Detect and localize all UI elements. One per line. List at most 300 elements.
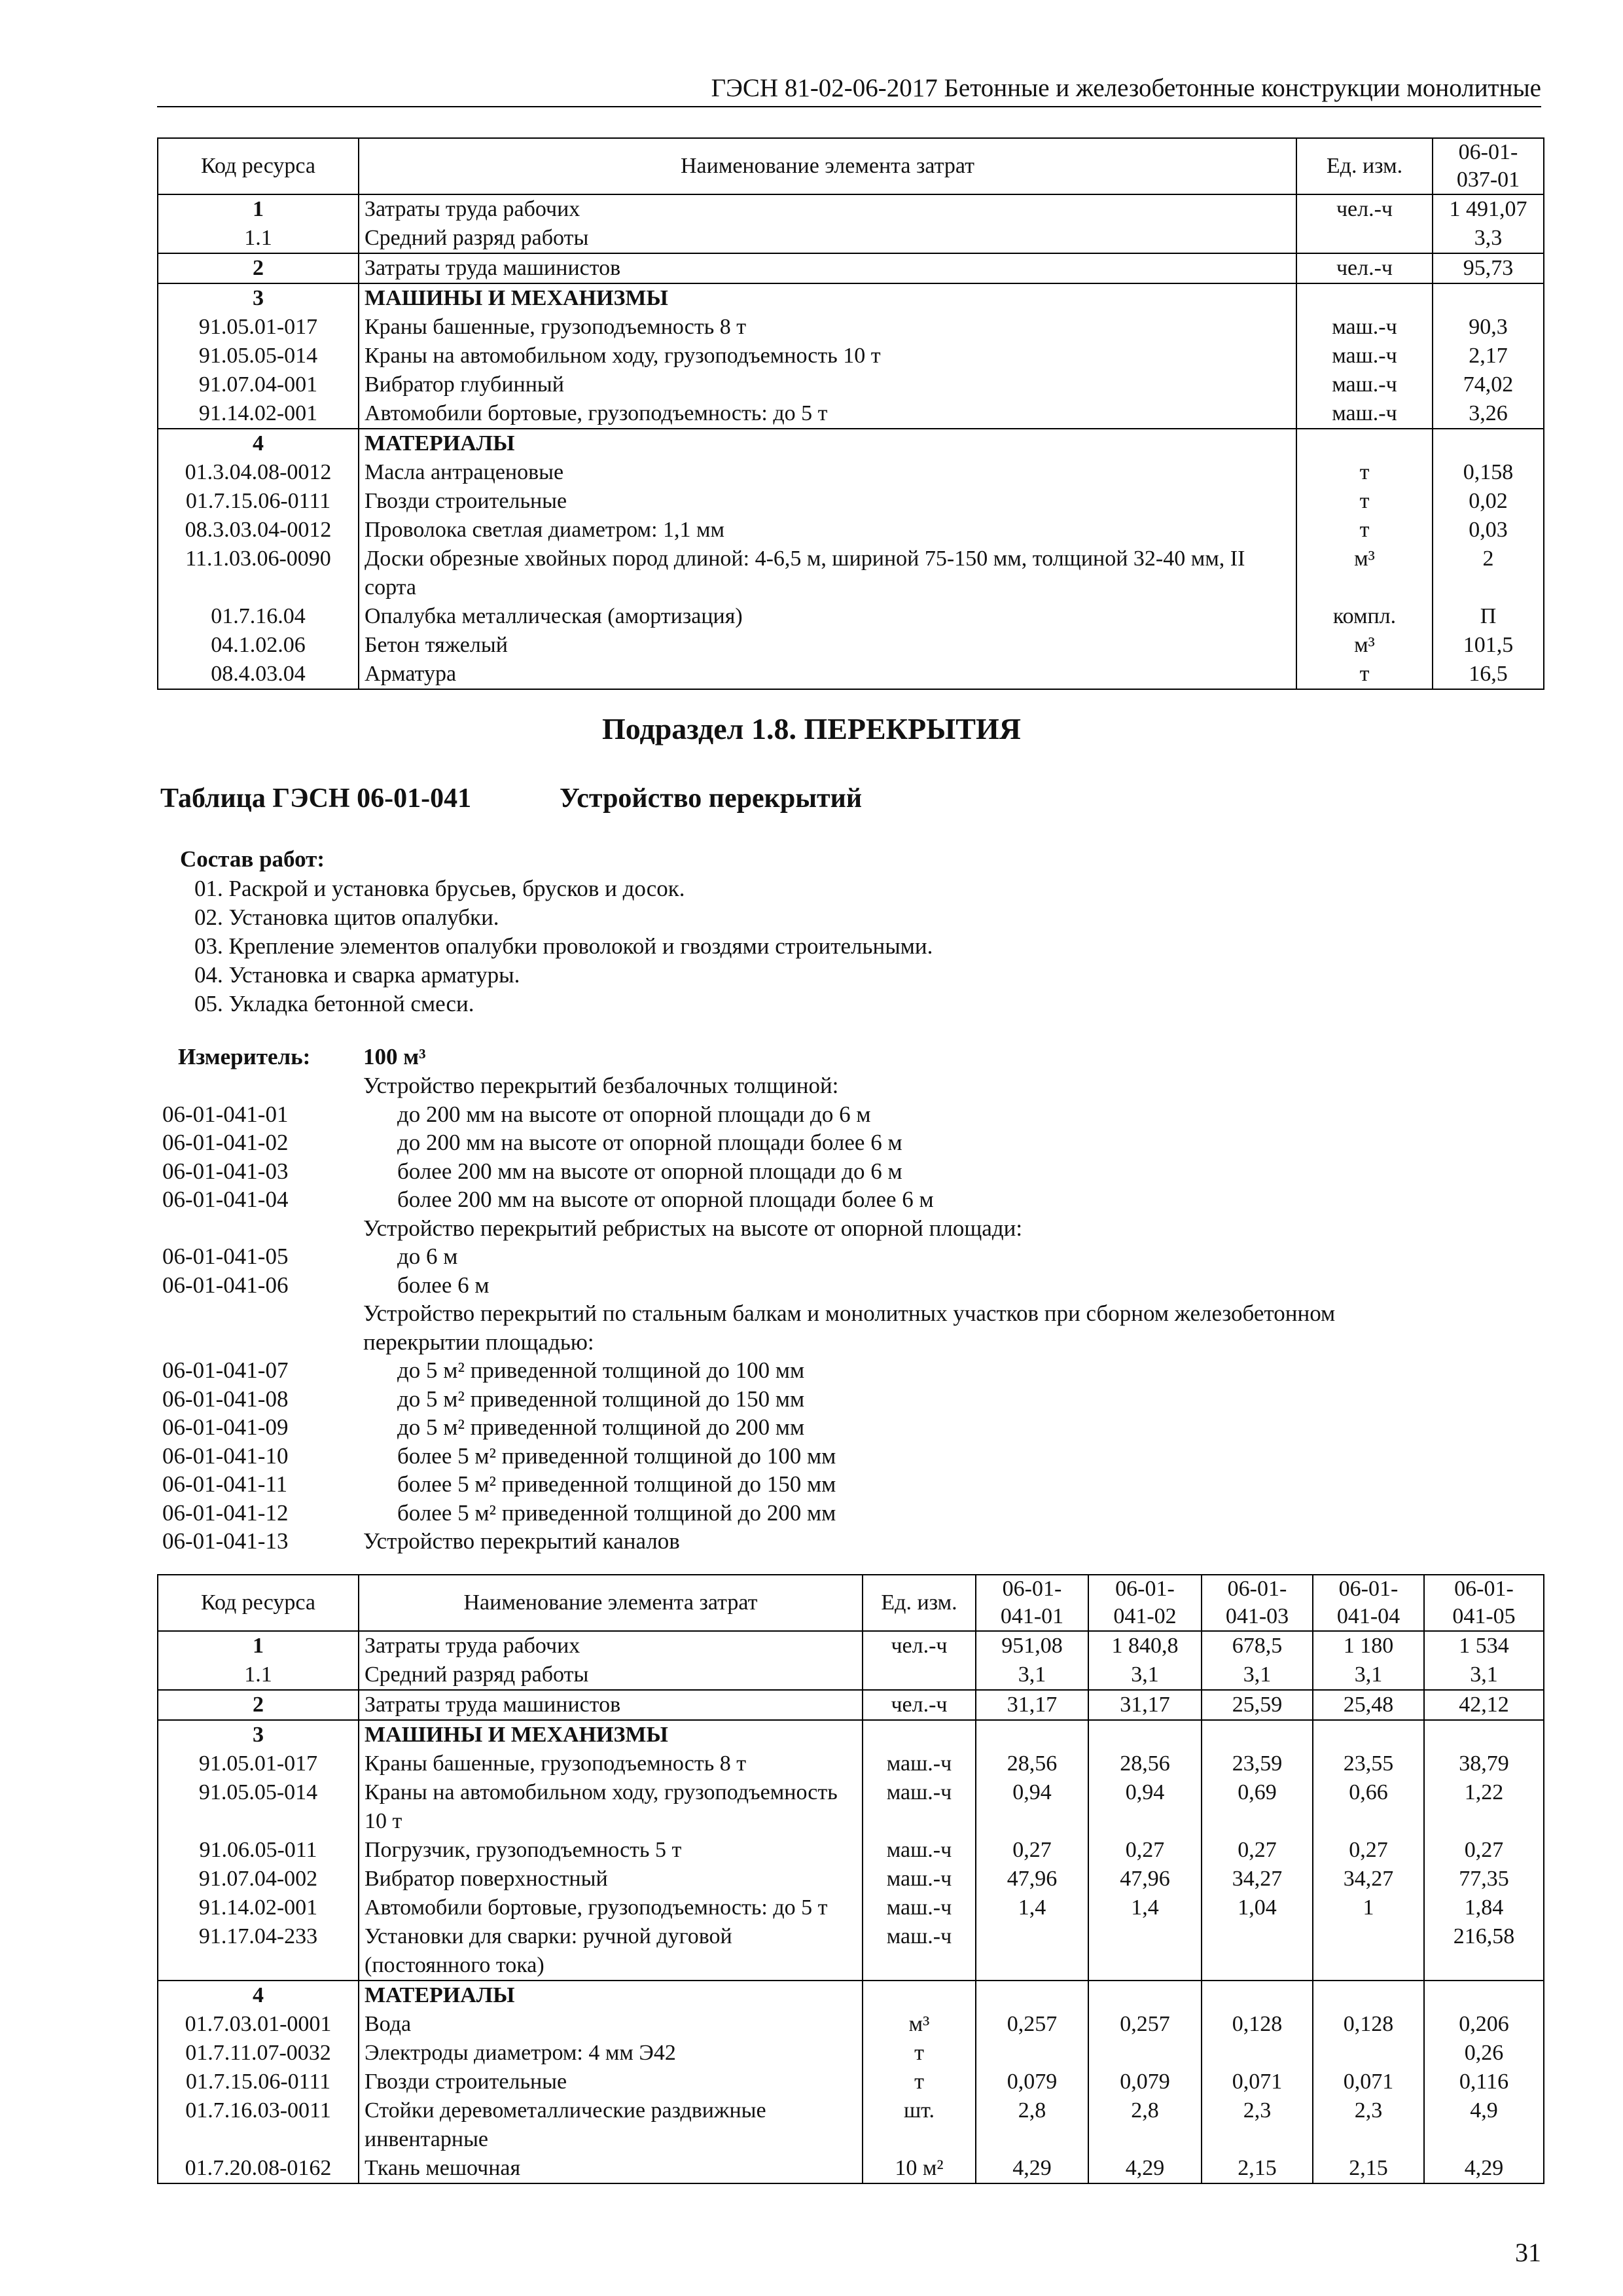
resource-name: Краны башенные, грузоподъемность 8 т	[359, 313, 1296, 342]
resource-unit: т	[1296, 516, 1433, 545]
resource-name: Краны на автомобильном ходу, грузоподъемность 10 т	[359, 1778, 863, 1836]
resource-unit: т	[863, 2068, 976, 2096]
resource-value: 2,8	[1088, 2096, 1202, 2154]
norm-code	[162, 1214, 363, 1243]
work-item: 04. Установка и сварка арматуры.	[194, 962, 520, 988]
resource-value	[1313, 2039, 1424, 2068]
norm-position-row	[162, 1185, 1537, 1214]
resource-value	[1088, 1720, 1202, 1749]
resource-value: 0,03	[1433, 516, 1544, 545]
resource-value: 951,08	[976, 1631, 1088, 1660]
resource-value: П	[1433, 602, 1544, 631]
resource-value: 3,1	[1313, 1660, 1424, 1690]
resource-value: 1,84	[1424, 1893, 1544, 1922]
resource-value: 1	[1313, 1893, 1424, 1922]
col-header-unit: Ед. изм.	[1296, 138, 1433, 194]
norm-position-row	[162, 1470, 1537, 1499]
norm-description: до 200 мм на высоте от опорной площади до 6 м	[397, 1101, 871, 1127]
resource-unit: маш.-ч	[863, 1836, 976, 1865]
table-name: Устройство перекрытий	[560, 783, 863, 814]
resource-name: Погрузчик, грузоподъемность 5 т	[359, 1836, 863, 1865]
col-header-041-03: 06-01- 041-03	[1202, 1575, 1313, 1631]
resource-name: Затраты труда рабочих	[359, 1631, 863, 1660]
table-row	[158, 1865, 1544, 1893]
resource-name: Затраты труда машинистов	[359, 253, 1296, 283]
work-item: 02. Установка щитов опалубки.	[194, 905, 499, 930]
resource-value	[1088, 1981, 1202, 2010]
resource-value: 23,55	[1313, 1749, 1424, 1778]
norm-description: Устройство перекрытий ребристых на высоте от опорной площади:	[363, 1215, 1023, 1241]
norm-position-row	[162, 1100, 1537, 1129]
resource-value	[976, 1720, 1088, 1749]
resource-value: 25,59	[1202, 1690, 1313, 1720]
norm-position-row	[162, 1527, 1537, 1556]
resource-value: 216,58	[1424, 1922, 1544, 1981]
norm-description: до 5 м² приведенной толщиной до 200 мм	[397, 1414, 805, 1440]
table-row	[158, 1893, 1544, 1922]
resource-code: 01.7.15.06-0111	[158, 2068, 359, 2096]
resource-unit: м³	[1296, 545, 1433, 602]
norm-code	[162, 1071, 363, 1100]
table-row	[158, 1836, 1544, 1865]
resource-value	[1313, 1922, 1424, 1981]
resource-name: МАТЕРИАЛЫ	[359, 429, 1296, 458]
table-row	[158, 602, 1544, 631]
measure-label: Измеритель:	[178, 1044, 311, 1069]
resource-value: 0,206	[1424, 2010, 1544, 2039]
table-row	[158, 1631, 1544, 1660]
norm-description: более 5 м² приведенной толщиной до 150 мм	[397, 1471, 836, 1497]
resource-value: 95,73	[1433, 253, 1544, 283]
col-header-code: Код ресурса	[158, 138, 359, 194]
table-row	[158, 2154, 1544, 2183]
resource-name: Бетон тяжелый	[359, 631, 1296, 660]
resource-name: Установки для сварки: ручной дуговой (постоянного тока)	[359, 1922, 863, 1981]
resource-code: 08.3.03.04-0012	[158, 516, 359, 545]
table-row	[158, 516, 1544, 545]
norm-description: более 5 м² приведенной толщиной до 200 мм	[397, 1499, 836, 1526]
resource-code: 91.05.01-017	[158, 1749, 359, 1778]
resource-value: 0,27	[976, 1836, 1088, 1865]
resource-value: 1,4	[1088, 1893, 1202, 1922]
resource-name: Арматура	[359, 660, 1296, 689]
norm-position-row	[162, 1356, 1537, 1385]
resource-unit: маш.-ч	[863, 1865, 976, 1893]
norm-code: 06-01-041-05	[162, 1244, 289, 1269]
resource-name: Автомобили бортовые, грузоподъемность: до 5 т	[359, 399, 1296, 429]
resource-value: 0,94	[976, 1778, 1088, 1836]
resource-name: Средний разряд работы	[359, 224, 1296, 253]
resource-value: 2,15	[1313, 2154, 1424, 2183]
resource-value	[1424, 1981, 1544, 2010]
measure-value: 100 м³	[363, 1044, 426, 1069]
resource-unit: маш.-ч	[863, 1749, 976, 1778]
resource-value: 0,071	[1202, 2068, 1313, 2096]
resource-name: Затраты труда рабочих	[359, 194, 1296, 224]
table-row	[158, 2039, 1544, 2068]
resource-unit: 10 м²	[863, 2154, 976, 2183]
norm-code: 06-01-041-10	[162, 1443, 289, 1469]
norm-description: Устройство перекрытий каналов	[363, 1528, 680, 1554]
resource-value	[1433, 283, 1544, 313]
resource-code: 91.14.02-001	[158, 1893, 359, 1922]
resource-value: 3,1	[1424, 1660, 1544, 1690]
resource-value: 23,59	[1202, 1749, 1313, 1778]
table-row	[158, 487, 1544, 516]
norm-code: 06-01-041-07	[162, 1357, 289, 1383]
col-header-041-05: 06-01- 041-05	[1424, 1575, 1544, 1631]
resource-table-041	[157, 1574, 1544, 2184]
resource-value	[1202, 1720, 1313, 1749]
norm-description: до 5 м² приведенной толщиной до 100 мм	[397, 1357, 805, 1383]
resource-value	[1202, 1922, 1313, 1981]
resource-unit: маш.-ч	[863, 1922, 976, 1981]
norm-position-row	[162, 1499, 1537, 1528]
norm-code: 06-01-041-08	[162, 1386, 289, 1412]
work-item: 01. Раскрой и установка брусьев, брусков и досок.	[194, 876, 685, 901]
norm-description: более 200 мм на высоте от опорной площади до 6 м	[397, 1158, 902, 1184]
resource-code: 1.1	[158, 1660, 359, 1690]
col-header-name: Наименование элемента затрат	[359, 138, 1296, 194]
norm-description: более 6 м	[397, 1272, 490, 1298]
resource-name: МАШИНЫ И МЕХАНИЗМЫ	[359, 283, 1296, 313]
resource-value	[1313, 1981, 1424, 2010]
resource-value: 34,27	[1313, 1865, 1424, 1893]
resource-value: 34,27	[1202, 1865, 1313, 1893]
resource-code: 2	[158, 1690, 359, 1720]
resource-name: Гвозди строительные	[359, 487, 1296, 516]
resource-unit: чел.-ч	[863, 1631, 976, 1660]
resource-value: 1 491,07	[1433, 194, 1544, 224]
col-header-unit: Ед. изм.	[863, 1575, 976, 1631]
table-row	[158, 253, 1544, 283]
resource-value: 47,96	[1088, 1865, 1202, 1893]
resource-unit	[1296, 283, 1433, 313]
resource-code: 91.06.05-011	[158, 1836, 359, 1865]
table-row	[158, 194, 1544, 224]
norm-position-row	[162, 1242, 1537, 1271]
resource-value: 0,079	[976, 2068, 1088, 2096]
resource-code: 91.07.04-001	[158, 370, 359, 399]
resource-value: 74,02	[1433, 370, 1544, 399]
resource-value: 0,27	[1088, 1836, 1202, 1865]
resource-code: 04.1.02.06	[158, 631, 359, 660]
resource-value: 0,079	[1088, 2068, 1202, 2096]
resource-value: 3,1	[1202, 1660, 1313, 1690]
resource-name: Стойки деревометаллические раздвижные инвентарные	[359, 2096, 863, 2154]
resource-name: Вибратор поверхностный	[359, 1865, 863, 1893]
norm-code: 06-01-041-13	[162, 1528, 289, 1554]
resource-unit: маш.-ч	[863, 1778, 976, 1836]
resource-unit	[1296, 224, 1433, 253]
resource-name: МАТЕРИАЛЫ	[359, 1981, 863, 2010]
norm-position-row	[162, 1071, 1537, 1100]
resource-code: 3	[158, 283, 359, 313]
running-header: ГЭСН 81-02-06-2017 Бетонные и железобетонные конструкции монолитные	[711, 74, 1541, 102]
resource-value: 3,1	[1088, 1660, 1202, 1690]
norm-position-row	[162, 1157, 1537, 1186]
resource-value: 678,5	[1202, 1631, 1313, 1660]
table-row	[158, 1749, 1544, 1778]
resource-name: Электроды диаметром: 4 мм Э42	[359, 2039, 863, 2068]
subsection-title: Подраздел 1.8. ПЕРЕКРЫТИЯ	[601, 712, 1021, 745]
col-header-037-01: 06-01- 037-01	[1433, 138, 1544, 194]
norm-code: 06-01-041-04	[162, 1187, 289, 1212]
resource-value: 31,17	[1088, 1690, 1202, 1720]
resource-unit: м³	[863, 2010, 976, 2039]
table-row	[158, 2010, 1544, 2039]
resource-unit: компл.	[1296, 602, 1433, 631]
norm-description: Устройство перекрытий безбалочных толщиной:	[363, 1073, 839, 1098]
resource-unit: т	[1296, 487, 1433, 516]
resource-value: 0,27	[1424, 1836, 1544, 1865]
resource-name: Затраты труда машинистов	[359, 1690, 863, 1720]
norm-code	[162, 1299, 363, 1328]
resource-unit: шт.	[863, 2096, 976, 2154]
norm-position-row	[162, 1214, 1537, 1243]
resource-value: 28,56	[976, 1749, 1088, 1778]
resource-value: 2,3	[1313, 2096, 1424, 2154]
resource-value	[976, 1981, 1088, 2010]
norm-position-row	[162, 1413, 1537, 1442]
resource-name: МАШИНЫ И МЕХАНИЗМЫ	[359, 1720, 863, 1749]
table-row	[158, 545, 1544, 602]
resource-code: 01.7.16.04	[158, 602, 359, 631]
table-row	[158, 1690, 1544, 1720]
resource-name: Краны на автомобильном ходу, грузоподъемность 10 т	[359, 342, 1296, 370]
resource-value: 4,29	[1088, 2154, 1202, 2183]
resource-name: Ткань мешочная	[359, 2154, 863, 2183]
resource-code: 91.17.04-233	[158, 1922, 359, 1981]
resource-value: 16,5	[1433, 660, 1544, 689]
norm-position-row	[162, 1271, 1537, 1300]
resource-code: 2	[158, 253, 359, 283]
resource-value: 1 840,8	[1088, 1631, 1202, 1660]
col-header-code: Код ресурса	[158, 1575, 359, 1631]
table-row	[158, 458, 1544, 487]
resource-value: 42,12	[1424, 1690, 1544, 1720]
norm-description: перекрытии площадью:	[363, 1329, 594, 1355]
resource-code: 91.14.02-001	[158, 399, 359, 429]
table-row	[158, 283, 1544, 313]
resource-name: Опалубка металлическая (амортизация)	[359, 602, 1296, 631]
norm-description: до 6 м	[397, 1244, 458, 1269]
resource-value	[976, 2039, 1088, 2068]
norm-description: до 5 м² приведенной толщиной до 150 мм	[397, 1386, 805, 1412]
norm-code: 06-01-041-03	[162, 1158, 289, 1184]
norm-position-row	[162, 1299, 1537, 1328]
norm-code: 06-01-041-12	[162, 1499, 289, 1526]
resource-value	[1088, 1922, 1202, 1981]
resource-unit	[863, 1981, 976, 2010]
resource-value: 47,96	[976, 1865, 1088, 1893]
col-header-041-04: 06-01- 041-04	[1313, 1575, 1424, 1631]
table-row	[158, 631, 1544, 660]
resource-value: 1,04	[1202, 1893, 1313, 1922]
resource-value: 2	[1433, 545, 1544, 602]
norm-description: более 5 м² приведенной толщиной до 100 мм	[397, 1443, 836, 1469]
table-row	[158, 660, 1544, 689]
table-row	[158, 342, 1544, 370]
header-rule	[157, 106, 1541, 107]
resource-value: 25,48	[1313, 1690, 1424, 1720]
resource-value: 3,3	[1433, 224, 1544, 253]
resource-unit: чел.-ч	[1296, 194, 1433, 224]
norm-position-row	[162, 1442, 1537, 1471]
work-item: 03. Крепление элементов опалубки проволокой и гвоздями строительными.	[194, 933, 933, 959]
resource-code: 11.1.03.06-0090	[158, 545, 359, 602]
resource-value: 77,35	[1424, 1865, 1544, 1893]
resource-name: Гвозди строительные	[359, 2068, 863, 2096]
resource-value: 38,79	[1424, 1749, 1544, 1778]
resource-name: Вода	[359, 2010, 863, 2039]
norm-description: Устройство перекрытий по стальным балкам и монолитных участков при сборном железобетонном	[363, 1300, 1336, 1326]
resource-value: 2,8	[976, 2096, 1088, 2154]
resource-value: 28,56	[1088, 1749, 1202, 1778]
resource-code: 08.4.03.04	[158, 660, 359, 689]
resource-name: Краны башенные, грузоподъемность 8 т	[359, 1749, 863, 1778]
work-composition-list	[194, 874, 933, 1018]
resource-value: 0,27	[1202, 1836, 1313, 1865]
resource-value: 0,257	[1088, 2010, 1202, 2039]
resource-name: Масла антраценовые	[359, 458, 1296, 487]
resource-unit: маш.-ч	[863, 1893, 976, 1922]
resource-name: Проволока светлая диаметром: 1,1 мм	[359, 516, 1296, 545]
col-header-041-02: 06-01- 041-02	[1088, 1575, 1202, 1631]
table-row	[158, 1720, 1544, 1749]
table-row	[158, 1660, 1544, 1690]
resource-value: 0,69	[1202, 1778, 1313, 1836]
resource-value: 0,02	[1433, 487, 1544, 516]
resource-unit: м³	[1296, 631, 1433, 660]
resource-code: 91.05.05-014	[158, 342, 359, 370]
table-row	[158, 429, 1544, 458]
resource-value: 1,22	[1424, 1778, 1544, 1836]
table-row	[158, 1778, 1544, 1836]
col-header-name: Наименование элемента затрат	[359, 1575, 863, 1631]
resource-value: 0,66	[1313, 1778, 1424, 1836]
resource-unit: т	[863, 2039, 976, 2068]
resource-unit	[863, 1660, 976, 1690]
resource-code: 1.1	[158, 224, 359, 253]
resource-unit: маш.-ч	[1296, 370, 1433, 399]
resource-code: 3	[158, 1720, 359, 1749]
resource-value: 1 180	[1313, 1631, 1424, 1660]
resource-value: 2,3	[1202, 2096, 1313, 2154]
table-row	[158, 370, 1544, 399]
norm-positions-list	[162, 1071, 1537, 1556]
table-row	[158, 1922, 1544, 1981]
table-row	[158, 2068, 1544, 2096]
resource-value: 4,29	[1424, 2154, 1544, 2183]
resource-name: Средний разряд работы	[359, 1660, 863, 1690]
resource-name: Вибратор глубинный	[359, 370, 1296, 399]
resource-value: 90,3	[1433, 313, 1544, 342]
resource-value	[1202, 2039, 1313, 2068]
resource-code: 01.7.03.01-0001	[158, 2010, 359, 2039]
work-composition-title: Состав работ:	[180, 846, 325, 872]
resource-unit	[1296, 429, 1433, 458]
resource-code: 1	[158, 194, 359, 224]
resource-value: 0,94	[1088, 1778, 1202, 1836]
resource-unit: маш.-ч	[1296, 342, 1433, 370]
norm-code: 06-01-041-11	[162, 1471, 288, 1497]
resource-code: 91.05.05-014	[158, 1778, 359, 1836]
resource-code: 01.7.20.08-0162	[158, 2154, 359, 2183]
resource-value	[1424, 1720, 1544, 1749]
resource-unit	[863, 1720, 976, 1749]
resource-code: 91.05.01-017	[158, 313, 359, 342]
resource-value	[1088, 2039, 1202, 2068]
resource-value: 1 534	[1424, 1631, 1544, 1660]
resource-value: 31,17	[976, 1690, 1088, 1720]
resource-code: 4	[158, 429, 359, 458]
resource-unit: чел.-ч	[1296, 253, 1433, 283]
resource-value: 4,9	[1424, 2096, 1544, 2154]
norm-code: 06-01-041-09	[162, 1414, 289, 1440]
resource-code: 01.7.16.03-0011	[158, 2096, 359, 2154]
resource-unit: т	[1296, 458, 1433, 487]
resource-code: 01.7.15.06-0111	[158, 487, 359, 516]
resource-value: 0,116	[1424, 2068, 1544, 2096]
col-header-041-01: 06-01- 041-01	[976, 1575, 1088, 1631]
resource-value: 0,26	[1424, 2039, 1544, 2068]
resource-table-037	[157, 137, 1544, 690]
norm-position-row	[162, 1128, 1537, 1157]
resource-name: Доски обрезные хвойных пород длиной: 4-6,5 м, шириной 75-150 мм, толщиной 32-40 мм, II сорта	[359, 545, 1296, 602]
resource-value: 4,29	[976, 2154, 1088, 2183]
resource-code: 91.07.04-002	[158, 1865, 359, 1893]
norm-code	[162, 1328, 363, 1357]
table-row	[158, 2096, 1544, 2154]
resource-value: 101,5	[1433, 631, 1544, 660]
norm-position-row	[162, 1385, 1537, 1414]
norm-position-row	[162, 1328, 1537, 1357]
norm-code: 06-01-041-01	[162, 1101, 289, 1127]
resource-value: 2,17	[1433, 342, 1544, 370]
resource-value: 1,4	[976, 1893, 1088, 1922]
resource-code: 1	[158, 1631, 359, 1660]
resource-value: 2,15	[1202, 2154, 1313, 2183]
norm-description: до 200 мм на высоте от опорной площади более 6 м	[397, 1130, 902, 1155]
table-label: Таблица ГЭСН 06-01-041	[160, 783, 472, 814]
resource-value	[1202, 1981, 1313, 2010]
page-number: 31	[1515, 2238, 1541, 2267]
norm-code: 06-01-041-02	[162, 1130, 289, 1155]
table-row	[158, 313, 1544, 342]
work-item: 05. Укладка бетонной смеси.	[194, 991, 474, 1016]
resource-value	[1433, 429, 1544, 458]
resource-unit: т	[1296, 660, 1433, 689]
norm-description: более 200 мм на высоте от опорной площади более 6 м	[397, 1187, 934, 1212]
resource-value: 0,071	[1313, 2068, 1424, 2096]
resource-value: 3,1	[976, 1660, 1088, 1690]
resource-code: 01.7.11.07-0032	[158, 2039, 359, 2068]
norm-code: 06-01-041-06	[162, 1272, 289, 1298]
resource-value: 0,158	[1433, 458, 1544, 487]
resource-code: 01.3.04.08-0012	[158, 458, 359, 487]
resource-unit: маш.-ч	[1296, 313, 1433, 342]
table-row	[158, 1981, 1544, 2010]
resource-unit: маш.-ч	[1296, 399, 1433, 429]
resource-unit: чел.-ч	[863, 1690, 976, 1720]
resource-value: 0,128	[1202, 2010, 1313, 2039]
resource-value: 0,27	[1313, 1836, 1424, 1865]
table-row	[158, 399, 1544, 429]
resource-value: 0,257	[976, 2010, 1088, 2039]
resource-code: 4	[158, 1981, 359, 2010]
table-row	[158, 224, 1544, 253]
